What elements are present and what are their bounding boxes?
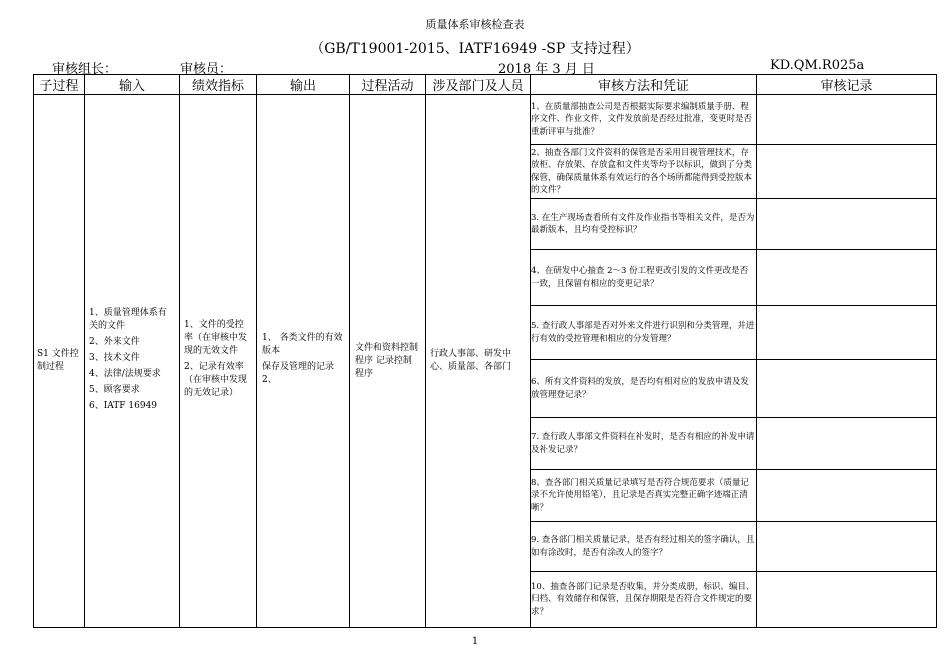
document-subtitle: （GB/T19001-2015、IATF16949 -SP 支持过程） [310,41,640,57]
table-header-row [34,75,937,95]
document-code: KD.QM.R025a [770,58,865,73]
process-activity: 文件和资料控制程序 记录控制程序 [355,342,419,379]
audit-method-cell [531,199,757,250]
audit-method-cell [531,522,757,572]
audit-record-cell[interactable] [757,145,937,199]
input-item: 6、IATF 16949 [89,400,158,411]
audit-method-text: 6、所有文件资料的发放，是否均有相对应的发放申请及发放管理登记录？ [531,377,749,400]
audit-record-cell[interactable] [757,95,937,145]
audit-method-text: 8、查各部门相关质量记录填写是否符合规范要求（质量记录不允许使用铅笔），且记录是否真实完整正确字迹端正清晰？ [531,477,749,513]
audit-method-text: 7. 查行政人事部文件资料在补发时，是否有相应的补发申请及补发记录？ [531,432,755,455]
input-item: 1、质量管理体系有关的文件 [89,307,167,331]
page-number: 1 [471,636,479,647]
audit-record-cell[interactable] [757,572,937,628]
audit-method-text: 5. 查行政人事部是否对外来文件进行识别和分类管理，并进行有效的受控管理和相应的分发管理？ [531,321,755,344]
activity-cell [350,95,426,628]
audit-leader-label: 审核组长： [52,62,118,77]
column-header: 输入 [85,75,180,95]
column-header: 审核记录 [757,75,937,95]
audit-checklist-table [33,74,937,628]
audit-method-cell [531,470,757,522]
column-header: 绩效指标 [180,75,257,95]
audit-record-cell[interactable] [757,360,937,418]
audit-record-cell[interactable] [757,522,937,572]
audit-method-cell [531,145,757,199]
auditor-label: 审核员： [180,62,233,77]
column-header: 审核方法和凭证 [531,75,757,95]
audit-record-cell[interactable] [757,250,937,306]
audit-method-cell [531,360,757,418]
audit-record-cell[interactable] [757,306,937,360]
audit-record-cell[interactable] [757,199,937,250]
audit-method-text: 10、抽查各部门记录是否收集，并分类成册，标识、编目、归档、有效储存和保管，且保存期限是否符合文件规定的要求？ [531,581,755,617]
audit-method-text: 2、抽查各部门文件资料的保管是否采用目视管理技术，存放柜、存放架、存放盒和文件夹等均予以标识，做到了分类保管，确保质量体系有效运行的各个场所都能得到受控版本的文件？ [531,147,753,195]
departments-cell [426,95,531,628]
input-item: 3、技术文件 [89,352,140,363]
audit-record-cell[interactable] [757,470,937,522]
input-item: 5、顾客要求 [89,384,140,395]
column-header: 子过程 [34,75,85,95]
audit-method-text: 9. 查各部门相关质量记录，是否有经过相关的签字确认，且如有涂改时，是否有涂改人的签字？ [531,535,755,558]
column-header: 过程活动 [350,75,426,95]
audit-method-cell [531,572,757,628]
audit-method-cell [531,250,757,306]
audit-method-text: 3. 在生产现场查看所有文件及作业指书等相关文件，是否为最新版本，且均有受控标识？ [531,212,755,235]
output-item: 1、 各类文件的有效版本 [262,333,343,356]
outputs-cell [257,95,350,628]
kpi-cell [180,95,257,628]
audit-date: 2018 年 3 月 日 [498,62,595,77]
output-item: 保存及管理的记录 2、 [262,362,335,385]
audit-method-cell [531,95,757,145]
departments-text: 行政人事部、研发中心、质量部、各部门 [430,349,512,372]
audit-method-cell [531,306,757,360]
subprocess-name: S1 文件控制过程 [37,349,79,372]
kpi-item: 1、文件的受控率（在审核中发现的无效文件 [184,320,248,356]
input-item: 2、外来文件 [89,336,140,347]
inputs-cell [85,95,180,628]
audit-method-cell [531,418,757,470]
audit-method-text: 1、在质量部抽查公司是否根据实际要求编制质量手册、程序文件、作业文件，文件发放前是否经过批准，变更时是否重新评审与批准？ [531,101,753,137]
column-header: 涉及部门及人员 [426,75,531,95]
document-title: 质量体系审核检查表 [425,18,525,31]
subprocess-cell [34,95,85,628]
audit-record-cell[interactable] [757,418,937,470]
table-row [34,95,937,145]
audit-method-text: 4、在研发中心抽查 2～3 份工程更改引发的文件更改是否一致，且保留有相应的变更记录？ [531,266,749,289]
input-item: 4、法律/法规要求 [89,368,161,379]
column-header: 输出 [257,75,350,95]
kpi-item: 2、记录有效率（在审核中发现的无效记录） [184,362,248,398]
